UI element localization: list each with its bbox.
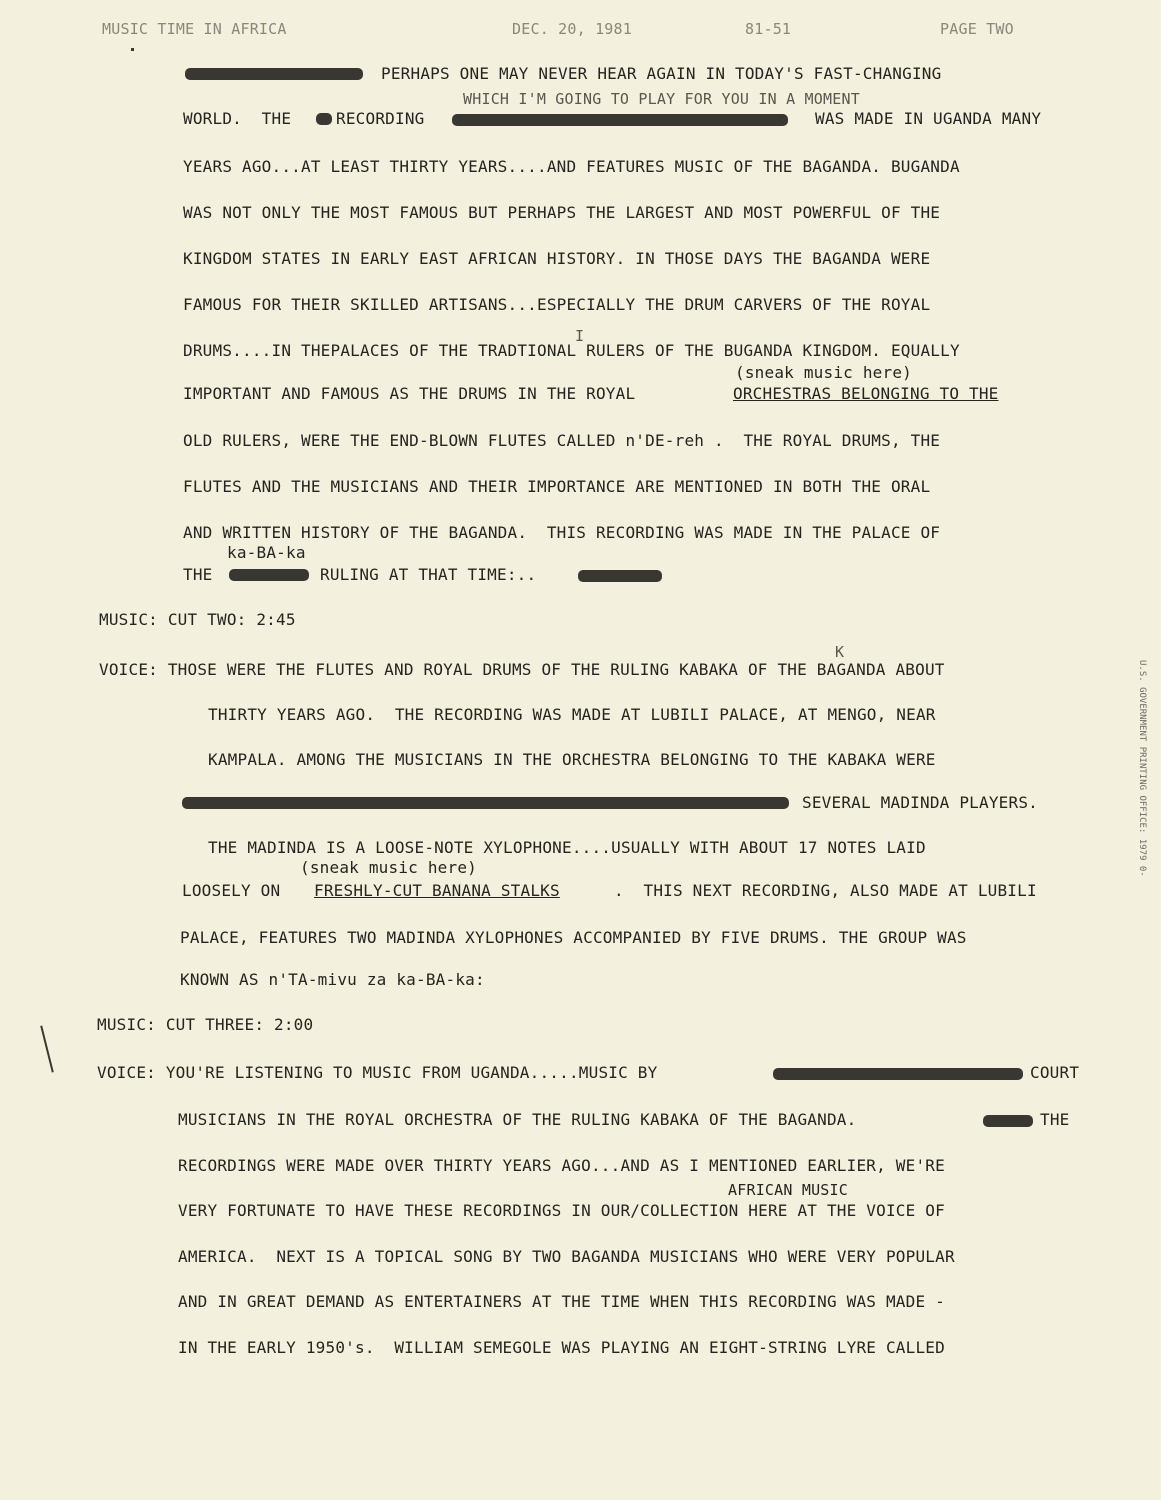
margin-dot bbox=[131, 48, 134, 51]
script-line: PALACE, FEATURES TWO MADINDA XYLOPHONES ACCOMPANIED BY FIVE DRUMS. THE GROUP WAS bbox=[180, 928, 967, 947]
script-line: FAMOUS FOR THEIR SKILLED ARTISANS...ESPECIALLY THE DRUM CARVERS OF THE ROYAL bbox=[183, 295, 931, 314]
script-line: FLUTES AND THE MUSICIANS AND THEIR IMPORTANCE ARE MENTIONED IN BOTH THE ORAL bbox=[183, 477, 931, 496]
script-line: WAS MADE IN UGANDA MANY bbox=[815, 109, 1042, 128]
cue-note: (sneak music here) bbox=[300, 858, 477, 877]
script-line: SEVERAL MADINDA PLAYERS. bbox=[802, 793, 1038, 812]
redaction-mark bbox=[773, 1068, 1023, 1080]
voice-line: VOICE: THOSE WERE THE FLUTES AND ROYAL DRUMS OF THE RULING KABAKA OF THE BAGANDA ABOUT bbox=[99, 660, 945, 679]
script-line: KINGDOM STATES IN EARLY EAST AFRICAN HISTORY. IN THOSE DAYS THE BAGANDA WERE bbox=[183, 249, 931, 268]
redaction-mark bbox=[452, 114, 788, 126]
redaction-mark bbox=[229, 569, 309, 581]
script-line: RULING AT THAT TIME:.. bbox=[320, 565, 537, 584]
handwritten-insert: I bbox=[575, 327, 585, 345]
script-line: THE bbox=[1040, 1110, 1070, 1129]
pronunciation-note: ka-BA-ka bbox=[227, 543, 306, 562]
script-line: RECORDING bbox=[336, 109, 425, 128]
program-title: MUSIC TIME IN AFRICA bbox=[102, 20, 287, 38]
script-code: 81-51 bbox=[745, 20, 792, 38]
script-line: WORLD. THE bbox=[183, 109, 292, 128]
redaction-mark bbox=[316, 113, 332, 125]
script-line: AND WRITTEN HISTORY OF THE BAGANDA. THIS RECORDING WAS MADE IN THE PALACE OF bbox=[183, 523, 941, 542]
music-cue: MUSIC: CUT THREE: 2:00 bbox=[97, 1015, 314, 1034]
script-line: IMPORTANT AND FAMOUS AS THE DRUMS IN THE ROYAL bbox=[183, 384, 646, 403]
script-line: RECORDINGS WERE MADE OVER THIRTY YEARS AGO...AND AS I MENTIONED EARLIER, WE'RE bbox=[178, 1156, 945, 1175]
voice-line: VOICE: YOU'RE LISTENING TO MUSIC FROM UGANDA.....MUSIC BY bbox=[97, 1063, 658, 1082]
page-number: PAGE TWO bbox=[940, 20, 1014, 38]
script-line: WAS NOT ONLY THE MOST FAMOUS BUT PERHAPS THE LARGEST AND MOST POWERFUL OF THE bbox=[183, 203, 941, 222]
broadcast-date: DEC. 20, 1981 bbox=[512, 20, 632, 38]
script-line: LOOSELY ON bbox=[182, 881, 291, 900]
printer-imprint: U.S. GOVERNMENT PRINTING OFFICE: 1979 0- bbox=[1137, 660, 1147, 877]
script-line: THE bbox=[183, 565, 213, 584]
margin-pen-mark bbox=[40, 1025, 54, 1072]
redaction-mark bbox=[983, 1115, 1033, 1127]
script-line: KAMPALA. AMONG THE MUSICIANS IN THE ORCHESTRA BELONGING TO THE KABAKA WERE bbox=[208, 750, 936, 769]
script-line: IN THE EARLY 1950's. WILLIAM SEMEGOLE WAS PLAYING AN EIGHT-STRING LYRE CALLED bbox=[178, 1338, 945, 1357]
script-line: KNOWN AS n'TA-mivu za ka-BA-ka: bbox=[180, 970, 485, 989]
script-line-underlined: ORCHESTRAS BELONGING TO THE bbox=[733, 384, 999, 403]
handwritten-insert: AFRICAN MUSIC bbox=[728, 1181, 848, 1199]
script-line: COURT bbox=[1030, 1063, 1080, 1082]
handwritten-insert: WHICH I'M GOING TO PLAY FOR YOU IN A MOMENT bbox=[463, 90, 860, 108]
redaction-mark bbox=[578, 570, 662, 582]
script-line-underlined: FRESHLY-CUT BANANA STALKS bbox=[314, 881, 560, 900]
handwritten-correction: K bbox=[835, 643, 845, 661]
script-line: . THIS NEXT RECORDING, ALSO MADE AT LUBILI bbox=[614, 881, 1037, 900]
music-cue: MUSIC: CUT TWO: 2:45 bbox=[99, 610, 296, 629]
script-line: DRUMS....IN THEPALACES OF THE TRADTIONAL RULERS OF THE BUGANDA KINGDOM. EQUALLY bbox=[183, 341, 960, 360]
script-line: AND IN GREAT DEMAND AS ENTERTAINERS AT THE TIME WHEN THIS RECORDING WAS MADE - bbox=[178, 1292, 945, 1311]
script-line: YEARS AGO...AT LEAST THIRTY YEARS....AND FEATURES MUSIC OF THE BAGANDA. BUGANDA bbox=[183, 157, 960, 176]
script-line: PERHAPS ONE MAY NEVER HEAR AGAIN IN TODAY'S FAST-CHANGING bbox=[381, 64, 942, 83]
redaction-mark bbox=[182, 797, 789, 809]
script-line: THE MADINDA IS A LOOSE-NOTE XYLOPHONE....USUALLY WITH ABOUT 17 NOTES LAID bbox=[208, 838, 926, 857]
script-line: MUSICIANS IN THE ROYAL ORCHESTRA OF THE RULING KABAKA OF THE BAGANDA. bbox=[178, 1110, 857, 1129]
cue-note: (sneak music here) bbox=[735, 363, 912, 382]
script-line: VERY FORTUNATE TO HAVE THESE RECORDINGS IN OUR/COLLECTION HERE AT THE VOICE OF bbox=[178, 1201, 945, 1220]
script-line: THIRTY YEARS AGO. THE RECORDING WAS MADE AT LUBILI PALACE, AT MENGO, NEAR bbox=[208, 705, 936, 724]
script-line: AMERICA. NEXT IS A TOPICAL SONG BY TWO BAGANDA MUSICIANS WHO WERE VERY POPULAR bbox=[178, 1247, 955, 1266]
script-line: OLD RULERS, WERE THE END-BLOWN FLUTES CALLED n'DE-reh . THE ROYAL DRUMS, THE bbox=[183, 431, 941, 450]
redaction-mark bbox=[185, 68, 363, 80]
